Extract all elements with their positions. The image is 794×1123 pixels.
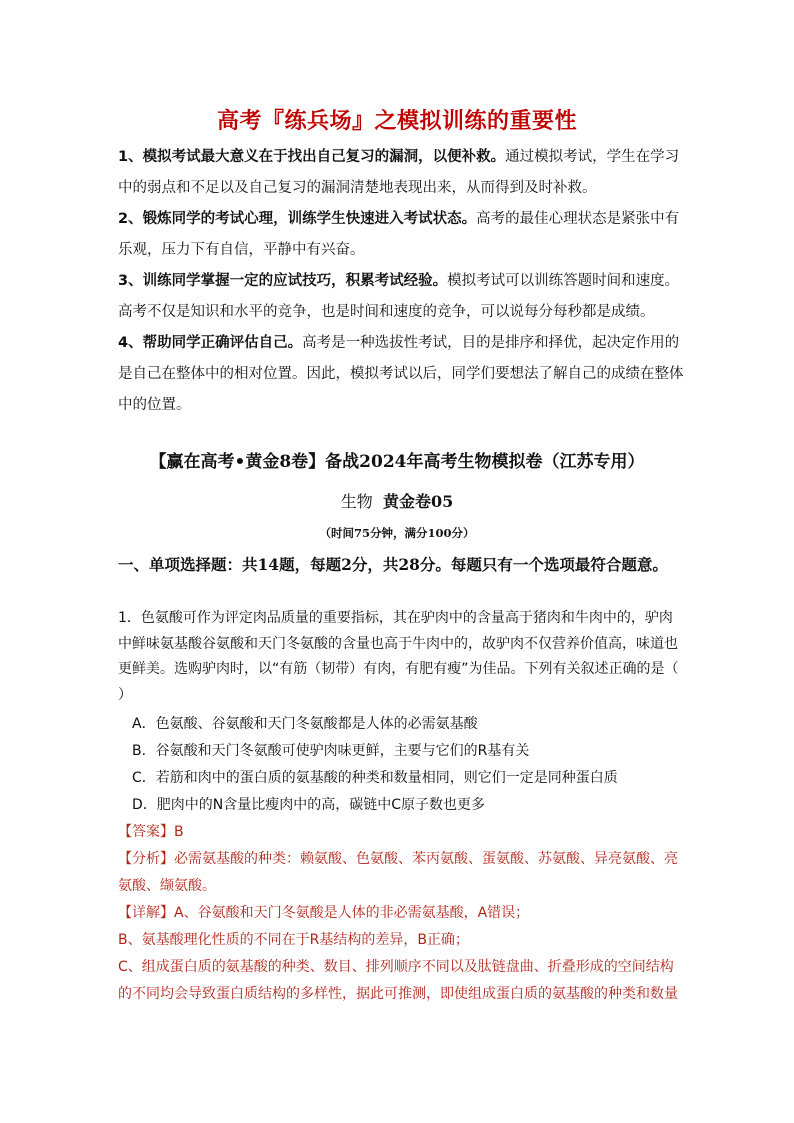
- intro-point-heading: 3、训练同学掌握一定的应试技巧，积累考试经验。: [118, 273, 448, 289]
- exam-subject-line: [0, 489, 794, 512]
- intro-point-text: 高考的最佳心理状态是紧张中有乐观，压力下有自信，平静中有兴奋。: [118, 211, 680, 258]
- option-d: D．肥肉中的N含量比瘦肉中的高，碳链中C原子数也更多: [132, 797, 486, 813]
- option-a: A．色氨酸、谷氨酸和天门冬氨酸都是人体的必需氨基酸: [132, 716, 478, 732]
- detail-a: 【详解】A、谷氨酸和天门冬氨酸是人体的非必需氨基酸，A错误；: [118, 905, 530, 921]
- intro-point: [118, 328, 684, 421]
- option-b: B．谷氨酸和天门冬氨酸可使驴肉味更鲜，主要与它们的R基有关: [132, 743, 530, 759]
- detail-c: C、组成蛋白质的氨基酸的种类、数目、排列顺序不同以及肽链盘曲、折叠形成的空间结构的不同均会导致蛋白质结构的多样性，据此可推测，即使组成蛋白质的氨基酸的种类和数量: [118, 959, 678, 1002]
- question-options: [132, 711, 684, 819]
- analysis-text: 【分析】必需氨基酸的种类：赖氨酸、色氨酸、苯丙氨酸、蛋氨酸、苏氨酸、异亮氨酸、亮氨酸、缬氨酸。: [118, 851, 678, 894]
- exam-time-note: （时间75分钟，满分100分）: [319, 526, 475, 540]
- question-stem: 1．色氨酸可作为评定肉品质量的重要指标，其在驴肉中的含量高于猪肉和牛肉中的，驴肉中鲜味氨基酸谷氨酸和天门冬氨酸的含量也高于牛肉中的，故驴肉不仅营养价值高，味道也更鲜美。选购驴肉时，以“有筋（韧带）有肉，有肥有瘦”为佳品。下列有关叙述正确的是（ ）: [118, 610, 679, 703]
- intro-point-text: 高考是一种选拔性考试，目的是排序和择优，起决定作用的是自己在整体中的相对位置。因此，模拟考试以后，同学们要想法了解自己的成绩在整体中的位置。: [118, 335, 684, 413]
- intro-point: [118, 266, 684, 328]
- intro-point-text: 模拟考试可以训练答题时间和速度。高考不仅是知识和水平的竞争，也是时间和速度的竞争，可以说每分每秒都是成绩。: [118, 273, 680, 320]
- section-heading: 一、单项选择题：共14题，每题2分，共28分。每题只有一个选项最符合题意。: [118, 555, 668, 574]
- exam-volume: 黄金卷05: [382, 492, 454, 511]
- intro-point-heading: 1、模拟考试最大意义在于找出自己复习的漏洞，以便补救。: [118, 149, 506, 165]
- exam-subject: 生物: [340, 492, 373, 511]
- option-c: C．若筋和肉中的蛋白质的氨基酸的种类和数量相同，则它们一定是同种蛋白质: [132, 770, 618, 786]
- intro-point-text: 通过模拟考试，学生在学习中的弱点和不足以及自己复习的漏洞清楚地表现出来，从而得到及时补救。: [118, 149, 680, 196]
- intro-point-heading: 4、帮助同学正确评估自己。: [118, 335, 303, 351]
- page-title: 高考『练兵场』之模拟训练的重要性: [216, 109, 577, 134]
- answer-section: [118, 819, 684, 1008]
- intro-point: [118, 204, 684, 266]
- intro-point: [118, 142, 684, 204]
- exam-title: 【赢在高考•黄金8卷】备战2024年高考生物模拟卷（江苏专用）: [149, 452, 645, 472]
- detail-b: B、氨基酸理化性质的不同在于R基结构的差异，B正确；: [118, 932, 469, 948]
- intro-point-heading: 2、锻炼同学的考试心理，训练学生快速进入考试状态。: [118, 211, 477, 227]
- answer-line: 【答案】B: [118, 824, 184, 840]
- intro-section: [118, 142, 684, 421]
